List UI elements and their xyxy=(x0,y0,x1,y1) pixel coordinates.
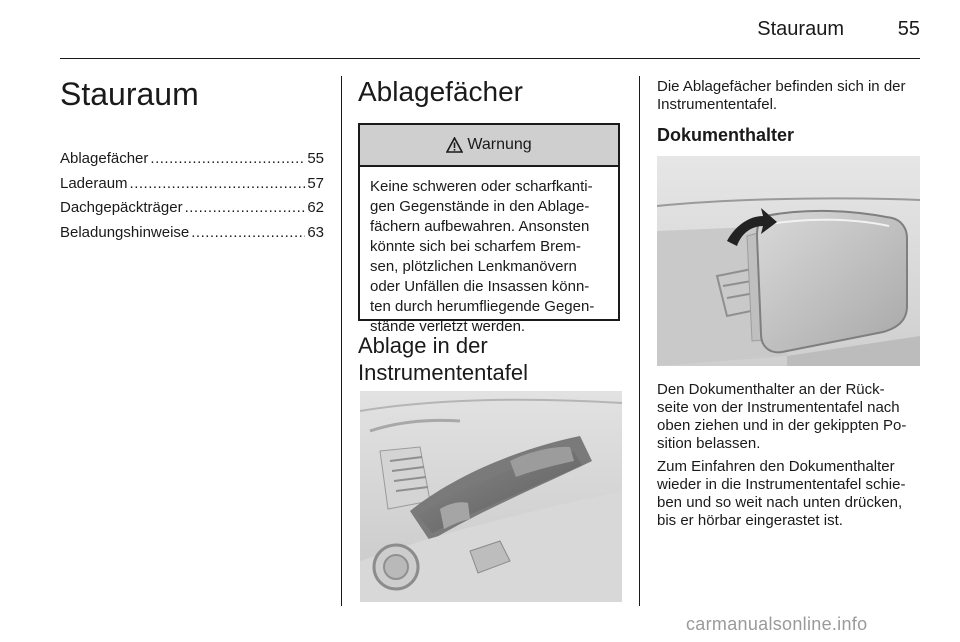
page-number: 55 xyxy=(897,18,920,40)
text-line: ben und so weit nach unten drücken, xyxy=(657,494,903,511)
text-line: seite von der Instrumententafel nach xyxy=(657,399,900,416)
chapter-title: Stauraum xyxy=(60,76,199,112)
text-line: Instrumententafel. xyxy=(657,96,778,113)
toc-dots xyxy=(191,224,305,241)
warning-title: Warnung xyxy=(467,136,532,153)
text-line: Instrumententafel xyxy=(358,360,528,385)
warning-text xyxy=(360,167,618,347)
text-line: Keine schweren oder scharfkanti- xyxy=(370,178,593,195)
text-line: gen Gegenstände in den Ablage- xyxy=(370,198,590,215)
text-line: könnte sich bei scharfem Brem- xyxy=(370,238,581,255)
text-line: bis er hörbar eingerastet ist. xyxy=(657,512,843,529)
column-rule-left xyxy=(341,76,342,606)
warning-header xyxy=(360,125,618,167)
text-line: ten durch herumfliegende Gegen- xyxy=(370,298,595,315)
text-line: Ablage in der xyxy=(358,333,488,358)
toc-entry[interactable] xyxy=(60,224,324,249)
toc-entry[interactable] xyxy=(60,150,324,175)
text-line: stände verletzt werden. xyxy=(370,318,526,335)
text-line: wieder in die Instrumententafel schie- xyxy=(657,476,906,493)
text-line: sen, plötzlichen Lenkmanövern xyxy=(370,258,577,275)
toc-entry-label: Dachgepäckträger xyxy=(60,199,183,216)
header-rule xyxy=(60,58,920,59)
intro-paragraph xyxy=(657,78,921,114)
document-holder-paragraph-2 xyxy=(657,458,921,530)
document-holder-paragraph-1 xyxy=(657,381,921,453)
toc-entry-label: Ablagefächer xyxy=(60,150,149,167)
toc-dots xyxy=(185,199,306,216)
document-holder-heading: Dokumenthalter xyxy=(657,125,795,145)
dashboard-storage-illustration xyxy=(360,391,622,602)
subsection-title xyxy=(358,332,528,386)
toc-dots xyxy=(130,175,306,192)
toc-entry-page: 62 xyxy=(307,199,324,216)
text-line: Den Dokumenthalter an der Rück- xyxy=(657,381,885,398)
warning-triangle-icon xyxy=(446,137,463,153)
document-holder-illustration xyxy=(657,156,920,366)
text-line: oben ziehen und in der gekippten Po- xyxy=(657,417,907,434)
table-of-contents xyxy=(60,150,324,248)
toc-entry-page: 57 xyxy=(307,174,324,192)
toc-entry[interactable] xyxy=(60,199,324,224)
section-title: Ablagefächer xyxy=(358,76,524,107)
toc-entry-label: Laderaum xyxy=(60,174,128,192)
column-rule-right xyxy=(639,76,640,606)
header-title: Stauraum xyxy=(757,18,844,40)
warning-box xyxy=(358,123,620,335)
text-line: sition belassen. xyxy=(657,435,761,452)
text-line: Zum Einfahren den Dokumenthalter xyxy=(657,458,895,475)
toc-entry-page: 63 xyxy=(307,223,324,241)
toc-entry[interactable] xyxy=(60,175,324,200)
text-line: Die Ablagefächer befinden sich in der xyxy=(657,78,906,95)
watermark: carmanualsonline.info xyxy=(686,614,868,634)
toc-dots xyxy=(150,150,305,167)
text-line: fächern aufbewahren. Ansonsten xyxy=(370,218,590,235)
text-line: oder Unfällen die Insassen könn- xyxy=(370,278,590,295)
toc-entry-page: 55 xyxy=(307,150,324,167)
toc-entry-label: Beladungshinweise xyxy=(60,223,190,241)
